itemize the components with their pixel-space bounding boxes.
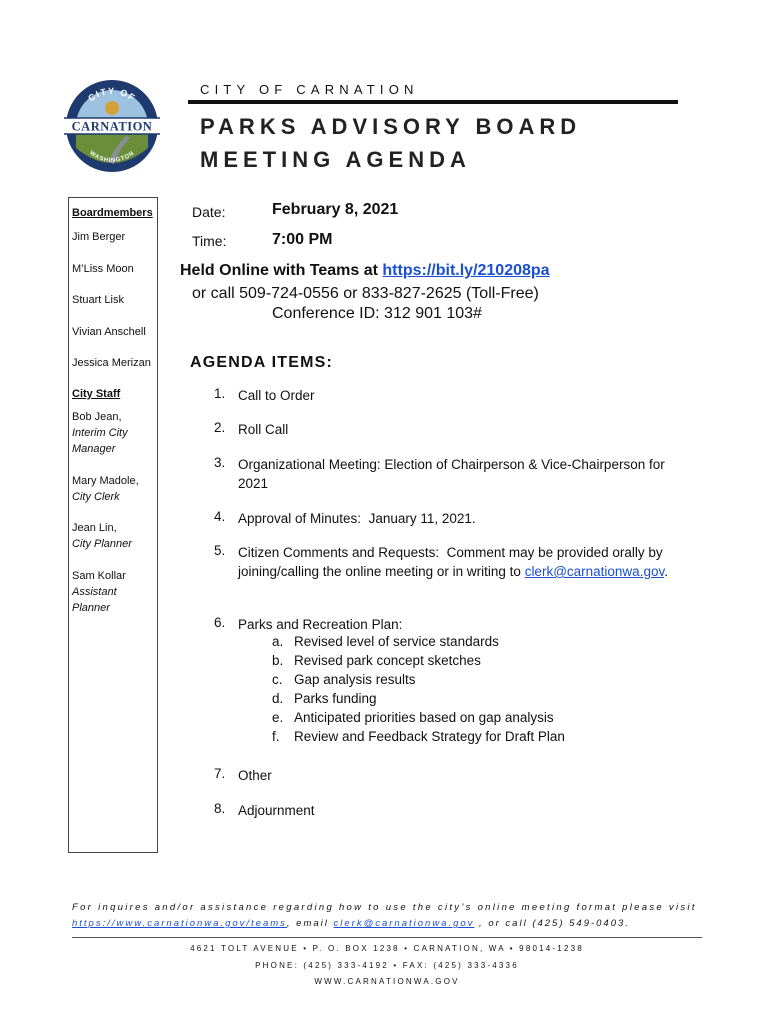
footer-address: 4621 TOLT AVENUE • P. O. BOX 1238 • CARNATION, WA • 98014-1238 bbox=[190, 944, 584, 953]
staff-entry bbox=[72, 520, 156, 552]
time-value: 7:00 PM bbox=[272, 231, 333, 248]
seal-top-text: CITY OF bbox=[86, 85, 138, 104]
agenda-item-text-suffix: . bbox=[664, 564, 668, 579]
agenda-heading: AGENDA ITEMS: bbox=[190, 354, 334, 371]
footer-rule bbox=[72, 937, 702, 938]
staff-entry bbox=[72, 473, 156, 505]
footer-phone: PHONE: (425) 333-4192 • FAX: (425) 333-4336 bbox=[255, 961, 519, 970]
staff-role: City Clerk bbox=[72, 491, 120, 503]
subitem-text: Revised park concept sketches bbox=[294, 653, 481, 668]
seal-sun bbox=[105, 101, 119, 115]
footer-note-links bbox=[72, 918, 630, 929]
agenda-item-text: Approval of Minutes: January 11, 2021. bbox=[238, 511, 476, 526]
footer-website: WWW.CARNATIONWA.GOV bbox=[314, 977, 460, 986]
online-meeting-line bbox=[180, 262, 550, 280]
agenda-item-text: Call to Order bbox=[238, 388, 315, 403]
online-prefix: Held Online with Teams at bbox=[180, 262, 383, 279]
agenda-item-number: 4. bbox=[214, 509, 226, 524]
subitem-text: Anticipated priorities based on gap analysis bbox=[294, 710, 554, 725]
staff-entry bbox=[72, 409, 156, 457]
subitem-letter: a. bbox=[272, 634, 284, 649]
page-title-line-2: MEETING AGENDA bbox=[200, 147, 471, 172]
boardmember-name: Vivian Anschell bbox=[72, 326, 146, 338]
footer-note-mid: , email bbox=[286, 918, 334, 929]
subitem-letter: e. bbox=[272, 710, 284, 725]
staff-entry bbox=[72, 568, 134, 616]
teams-info-link[interactable]: https://www.carnationwa.gov/teams bbox=[72, 918, 287, 929]
staff-role: Assistant Planner bbox=[72, 586, 117, 614]
date-label: Date: bbox=[192, 204, 226, 220]
subitem-letter: c. bbox=[272, 672, 283, 687]
staff-role: City Planner bbox=[72, 538, 132, 550]
seal-banner-text: CARNATION bbox=[71, 119, 153, 134]
boardmember-name: Jim Berger bbox=[72, 231, 126, 243]
boardmember-name: Stuart Lisk bbox=[72, 294, 124, 306]
staff-name: Sam Kollar bbox=[72, 570, 126, 582]
page-title-line-1: PARKS ADVISORY BOARD bbox=[200, 114, 582, 139]
staff-role: Interim City Manager bbox=[72, 427, 128, 455]
seal-bottom-text: WASHINGTON bbox=[88, 150, 136, 165]
agenda-item-text: Organizational Meeting: Election of Chairperson & Vice-Chairperson for 2021 bbox=[238, 457, 665, 491]
header-rule bbox=[188, 100, 678, 104]
subitem-text: Gap analysis results bbox=[294, 672, 416, 687]
footer-note-end: , or call (425) 549-0403. bbox=[474, 918, 630, 929]
subitem-letter: f. bbox=[272, 729, 280, 744]
staff-name: Mary Madole, bbox=[72, 475, 139, 487]
boardmember-name: Jessica Merizan bbox=[72, 357, 151, 369]
agenda-item-number: 5. bbox=[214, 543, 226, 558]
staff-name: Jean Lin, bbox=[72, 522, 117, 534]
agenda-item-number: 2. bbox=[214, 420, 226, 435]
time-label: Time: bbox=[192, 233, 227, 249]
agenda-item-number: 1. bbox=[214, 386, 226, 401]
agenda-item-text: Roll Call bbox=[238, 422, 289, 437]
agenda-item-text-body: Citizen Comments and Requests: Comment may be provided orally by joining/calling the online meeting or in writing to bbox=[238, 545, 667, 579]
staff-name: Bob Jean, bbox=[72, 411, 122, 423]
agenda-item-number: 3. bbox=[214, 455, 226, 470]
call-in-line: or call 509-724-0556 or 833-827-2625 (Toll-Free) bbox=[192, 285, 539, 302]
subitem-text: Parks funding bbox=[294, 691, 377, 706]
agenda-item-text bbox=[238, 543, 674, 581]
boardmember-name: M’Liss Moon bbox=[72, 263, 134, 275]
agenda-item-text: Other bbox=[238, 768, 272, 783]
date-value: February 8, 2021 bbox=[272, 201, 399, 218]
subitem-text: Revised level of service standards bbox=[294, 634, 499, 649]
conference-id: Conference ID: 312 901 103# bbox=[272, 305, 482, 322]
agenda-item-number: 7. bbox=[214, 766, 226, 781]
agenda-item-text: Adjournment bbox=[238, 803, 315, 818]
city-name: CITY OF CARNATION bbox=[200, 82, 419, 97]
footer-clerk-email-link[interactable]: clerk@carnationwa.gov bbox=[333, 918, 475, 929]
subitem-text: Review and Feedback Strategy for Draft Plan bbox=[294, 729, 565, 744]
teams-meeting-link[interactable]: https://bit.ly/210208pa bbox=[382, 262, 550, 279]
city-seal-logo bbox=[64, 78, 160, 174]
city-staff-heading: City Staff bbox=[72, 388, 121, 400]
footer-note: For inquires and/or assistance regarding how to use the city’s online meeting format please visit bbox=[72, 902, 697, 913]
agenda-item-number: 6. bbox=[214, 615, 226, 630]
agenda-item-text: Parks and Recreation Plan: bbox=[238, 617, 403, 632]
subitem-letter: b. bbox=[272, 653, 284, 668]
clerk-email-link[interactable]: clerk@carnationwa.gov bbox=[524, 564, 665, 579]
boardmembers-heading: Boardmembers bbox=[72, 207, 153, 219]
agenda-item-number: 8. bbox=[214, 801, 226, 816]
subitem-letter: d. bbox=[272, 691, 284, 706]
